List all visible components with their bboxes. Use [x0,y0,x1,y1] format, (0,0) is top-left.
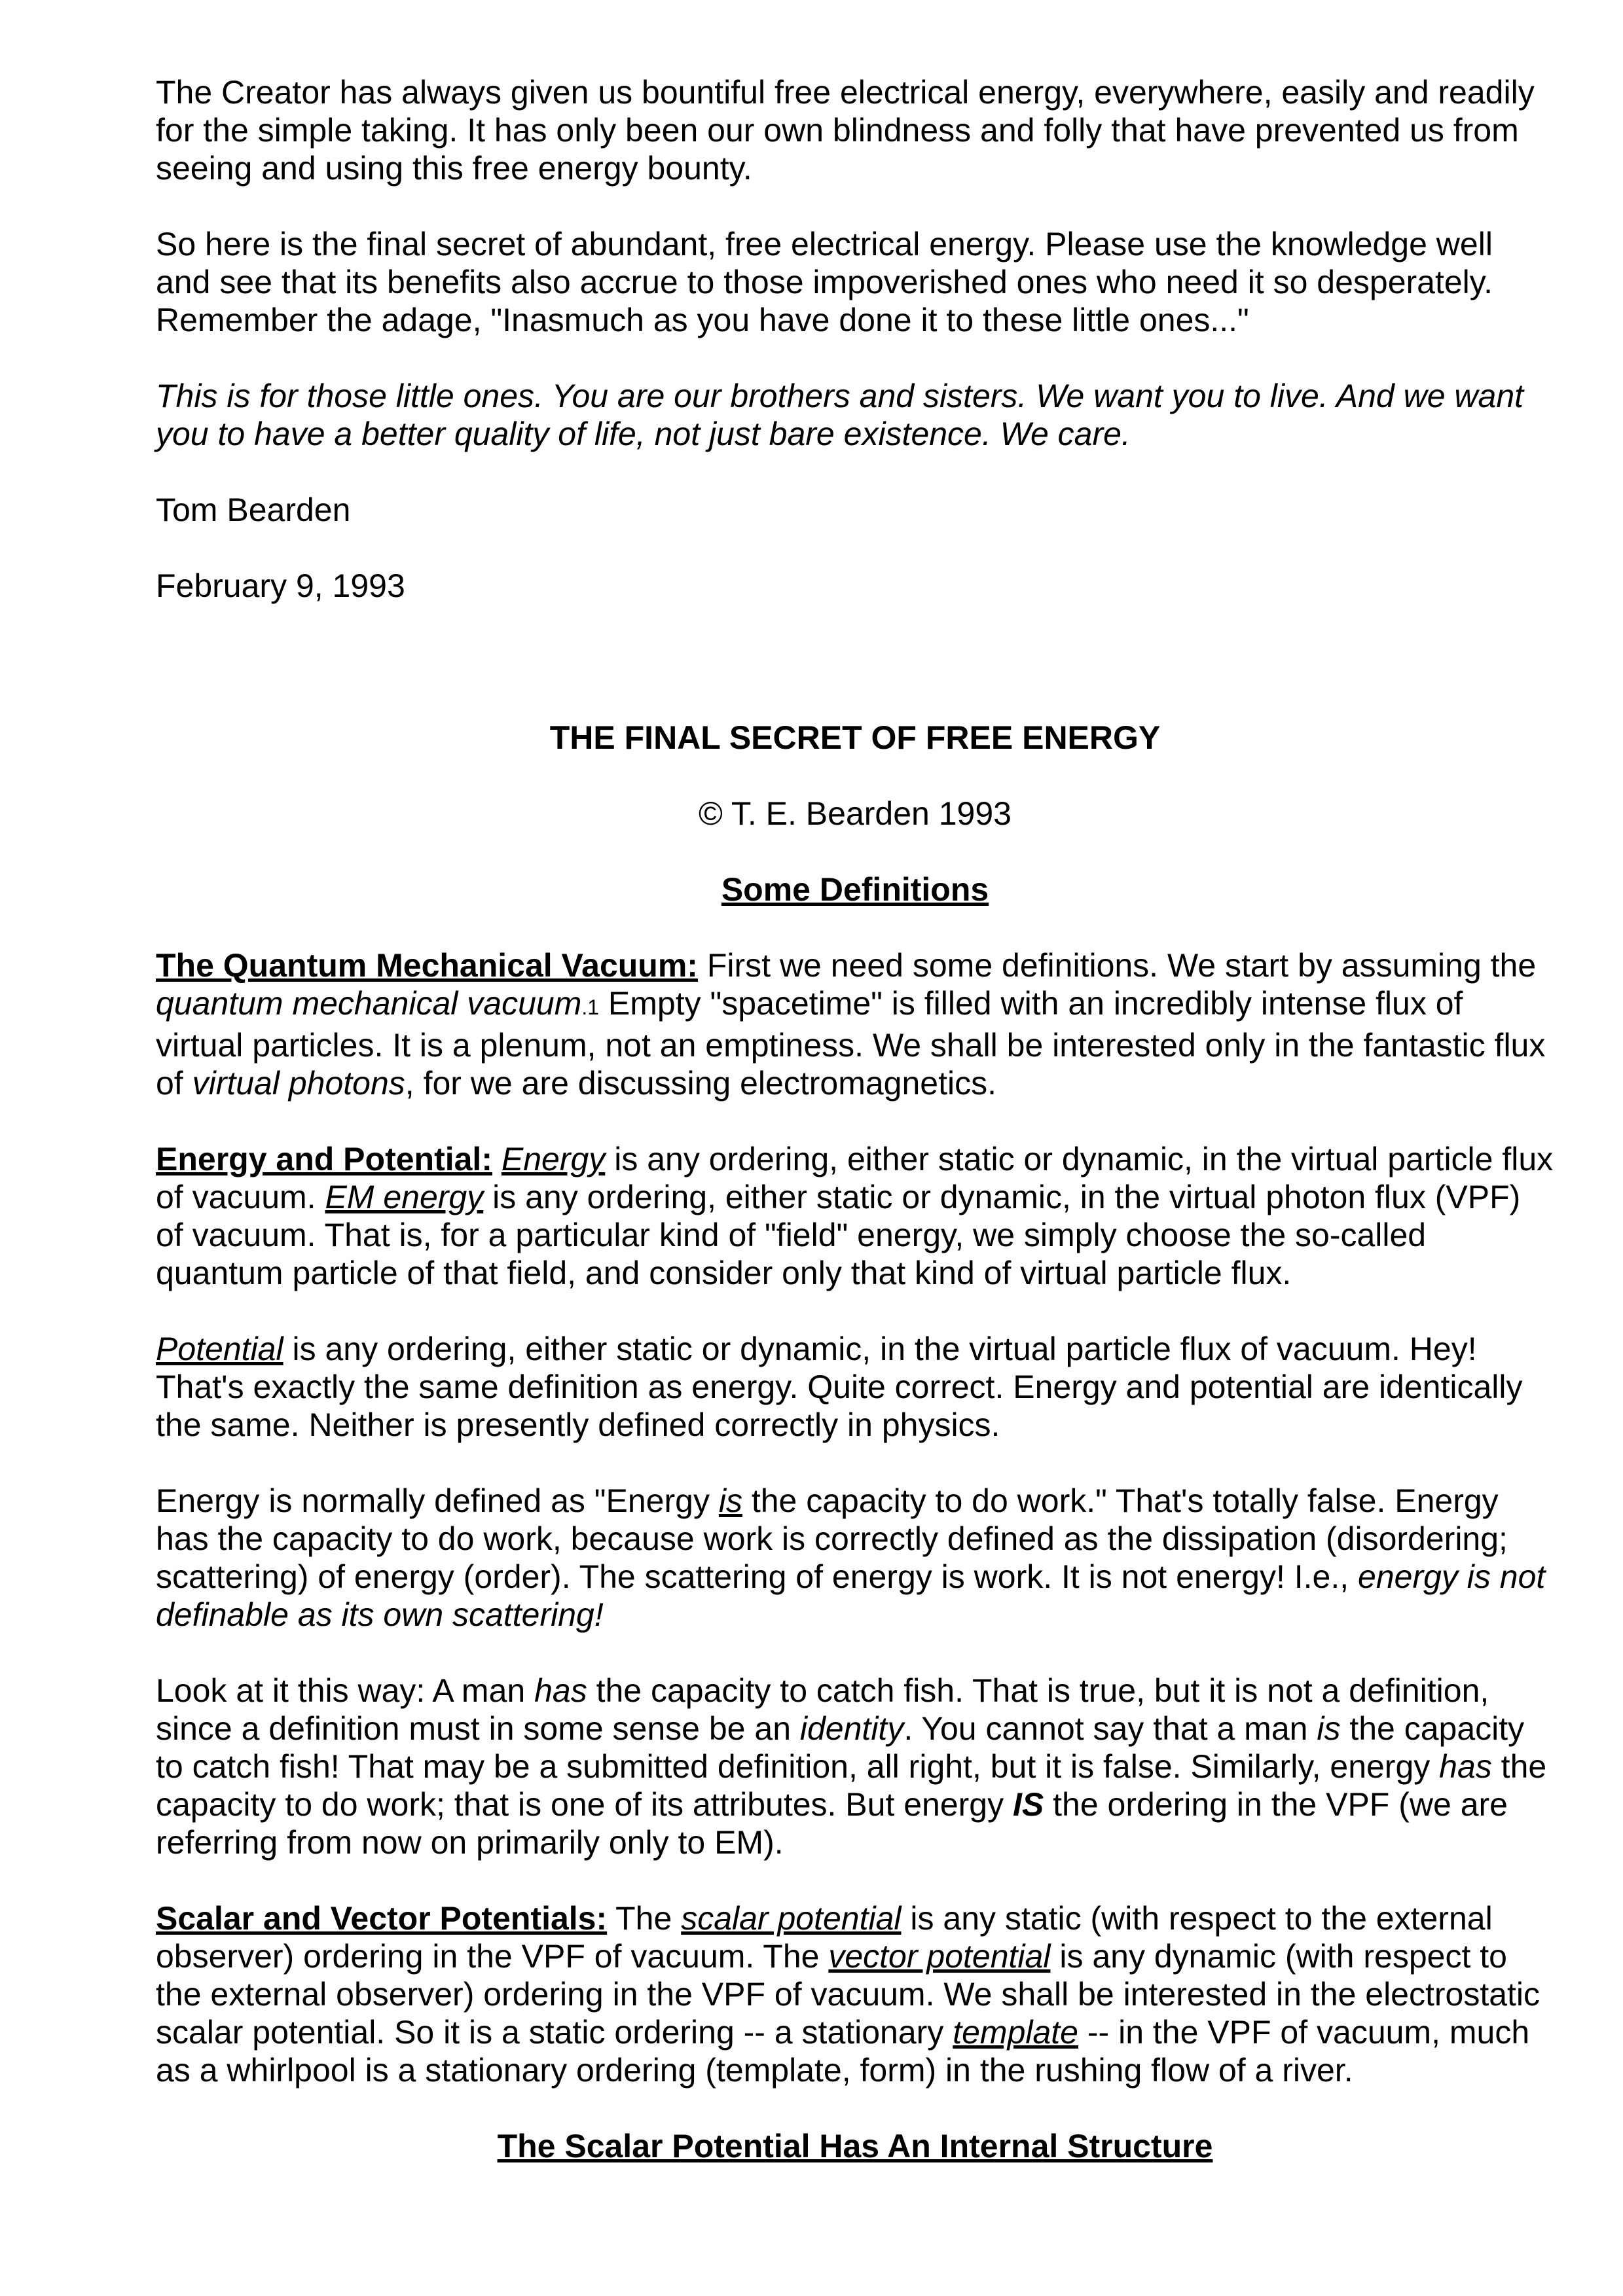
heading-scalar-vector: Scalar and Vector Potentials: [156,1900,608,1937]
intro-p3-text: This is for those little ones. You are our brothers and sisters. We want you to live. And we want you to have a better quality of life, not just bare existence. We care. [156,378,1524,452]
normal-text-2: the capacity to do work." That's totally false. Energy has the capacity to do work, because work is correctly defined as the dissipation (disordering; scattering) of energy (order). The scattering of energy is work. It is not energy! I.e., [156,1482,1508,1595]
section-heading-internal-structure-text: The Scalar Potential Has An Internal Structure [497,2128,1213,2164]
intro-paragraph-3 [156,377,1554,453]
qmv-text-1: First we need some definitions. We start by assuming the [697,947,1537,984]
signature [156,491,1554,529]
fish-text-4: the capacity to catch fish! That may be a submitted definition, all right, but it is false. Similarly, energy [156,1710,1525,1785]
paragraph-energy-definition [156,1482,1554,1634]
fish-has-2: has [1439,1748,1492,1785]
fish-is: is [1317,1710,1341,1747]
fish-has-1: has [534,1672,587,1709]
qmv-term-2: virtual photons [192,1065,405,1102]
fish-text-6: the ordering in the VPF (we are referring from now on primarily only to EM). [156,1786,1508,1861]
normal-text-1: Energy is normally defined as "Energy [156,1482,719,1519]
energy-text-1: is any ordering, either static or dynamic, in the virtual particle flux of vacuum. [156,1141,1554,1215]
intro-paragraph-2 [156,225,1554,339]
potential-text: is any ordering, either static or dynamic, in the virtual particle flux of vacuum. Hey! That's exactly the same definition as energy. Quite correct. Energy and potential are identically the same. Neither is presently defined correctly in physics. [156,1331,1523,1443]
document-page [156,73,1554,2203]
template-term: template [953,2014,1078,2051]
intro-p2-text: So here is the final secret of abundant, free electrical energy. Please use the knowledge well and see that its benefits also accrue to those impoverished ones who need it so desperately. Remember the adage, "Inasmuch as you have done it to these little ones..." [156,226,1493,338]
intro-paragraph-1 [156,73,1554,187]
copyright-text: © T. E. Bearden 1993 [699,795,1012,832]
qmv-text-2: Empty "spacetime" is filled with an incredibly intense flux of virtual particles. It is a plenum, not an emptiness. We shall be interested only in the fantastic flux of [156,985,1546,1102]
fish-IS: IS [1013,1786,1044,1823]
potential-term: Potential [156,1331,283,1367]
fish-text-1: Look at it this way: A man [156,1672,535,1709]
normal-italic: energy is not definable as its own scattering! [156,1558,1546,1633]
date-text: February 9, 1993 [156,567,405,604]
paragraph-fish-analogy [156,1672,1554,1861]
em-energy-term: EM energy [325,1179,484,1215]
section-heading-internal-structure [156,2127,1554,2165]
fish-text-3: . You cannot say that a man [903,1710,1317,1747]
intro-p1-text: The Creator has always given us bountiful free electrical energy, everywhere, easily and readily for the simple taking. It has only been our own blindness and folly that have prevented us from seeing and using this free energy bounty. [156,74,1535,187]
fish-text-5: the capacity to do work; that is one of its attributes. But energy [156,1748,1547,1823]
fish-identity: identity [799,1710,904,1747]
paragraph-quantum-vacuum [156,946,1554,1102]
scalar-potential-term: scalar potential [681,1900,902,1937]
heading-energy-potential: Energy and Potential: [156,1141,492,1177]
scalar-text-1: The [607,1900,682,1937]
normal-is: is [718,1482,742,1519]
fish-text-2: the capacity to catch fish. That is true, but it is not a definition, since a definition must in some sense be an [156,1672,1489,1747]
qmv-footnote: .1 [581,996,600,1019]
date [156,567,1554,605]
scalar-text-3: is any dynamic (with respect to the external observer) ordering in the VPF of vacuum. We shall be interested in the electrostatic scalar potential. So it is a static ordering -- a stationary [156,1938,1541,2051]
scalar-text-2: is any static (with respect to the external observer) ordering in the VPF of vacuum. The [156,1900,1493,1975]
energy-text-2: is any ordering, either static or dynamic, in the virtual photon flux (VPF) of vacuum. That is, for a particular kind of "field" energy, we simply choose the so-called quantum particle of that field, and consider only that kind of virtual particle flux. [156,1179,1521,1291]
qmv-term: quantum mechanical vacuum [156,985,582,1022]
paragraph-energy-potential [156,1140,1554,1292]
section-heading-definitions-text: Some Definitions [721,871,989,908]
energy-term: Energy [501,1141,606,1177]
heading-quantum-vacuum: The Quantum Mechanical Vacuum: [156,947,698,984]
paragraph-scalar-vector [156,1899,1554,2089]
paragraph-potential [156,1330,1554,1444]
section-heading-definitions [156,870,1554,908]
scalar-text-4: -- in the VPF of vacuum, much as a whirlpool is a stationary ordering (template, form) in the rushing flow of a river. [156,2014,1530,2089]
copyright-line [156,795,1554,833]
signature-text: Tom Bearden [156,492,351,528]
qmv-text-3: , for we are discussing electromagnetics. [405,1065,996,1102]
document-title [156,719,1554,757]
vector-potential-term: vector potential [828,1938,1051,1975]
document-title-text: THE FINAL SECRET OF FREE ENERGY [549,719,1161,756]
